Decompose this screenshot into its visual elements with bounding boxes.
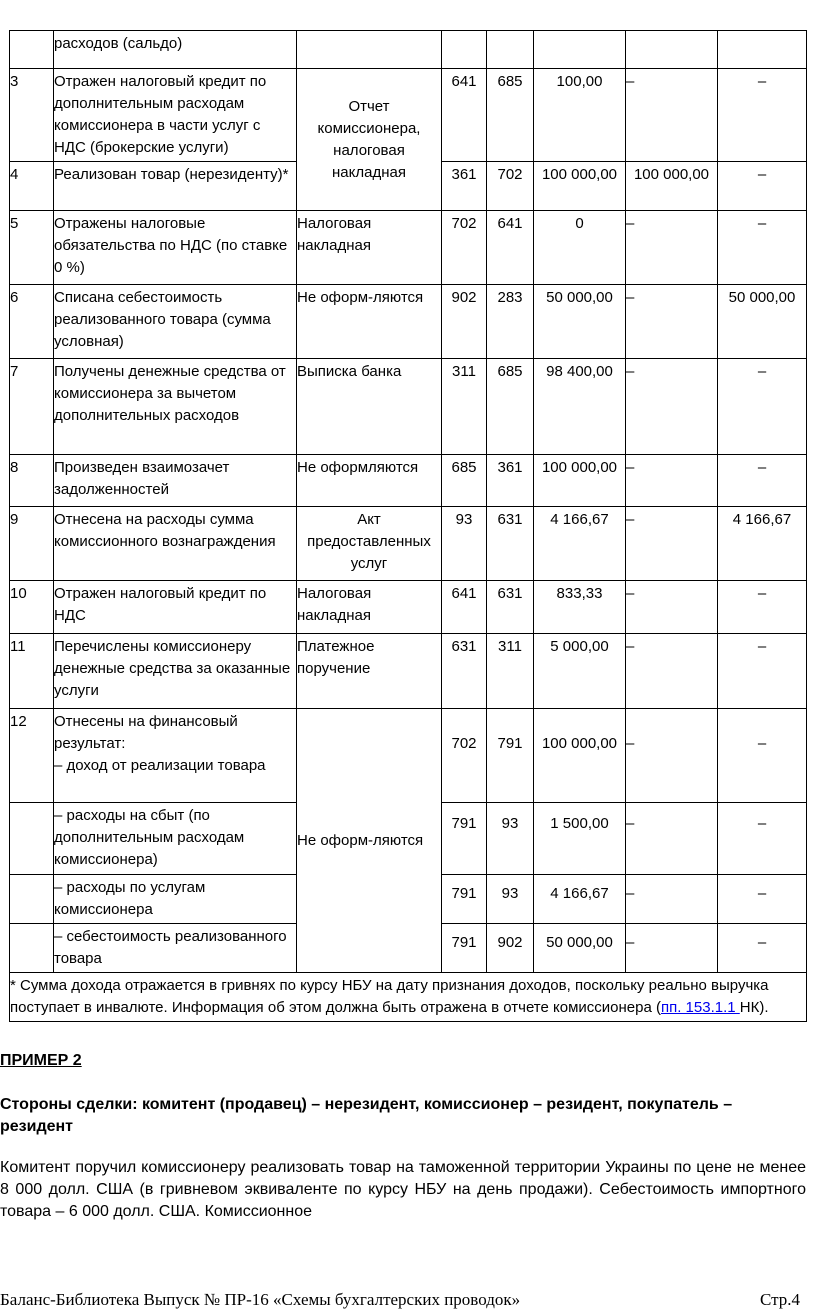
income-amount: – bbox=[626, 455, 718, 507]
credit-account: 902 bbox=[487, 924, 534, 973]
amount: 833,33 bbox=[534, 581, 626, 634]
debit-account: 702 bbox=[442, 211, 487, 285]
expense-amount: – bbox=[718, 162, 807, 211]
credit-account: 685 bbox=[487, 69, 534, 162]
table-row bbox=[10, 285, 807, 359]
debit-account: 361 bbox=[442, 162, 487, 211]
tax-code-link[interactable]: пп. 153.1.1 bbox=[660, 999, 740, 1016]
income-amount: – bbox=[626, 581, 718, 634]
debit-account bbox=[442, 31, 487, 69]
debit-account: 791 bbox=[442, 803, 487, 875]
income-amount: – bbox=[626, 709, 718, 803]
document-cell: Не оформ-ляются bbox=[297, 285, 442, 359]
table-row bbox=[10, 709, 807, 803]
row-number: 10 bbox=[10, 581, 54, 634]
row-number: 11 bbox=[10, 634, 54, 709]
table-row bbox=[10, 455, 807, 507]
income-amount: – bbox=[626, 359, 718, 455]
debit-account: 93 bbox=[442, 507, 487, 581]
row-number bbox=[10, 31, 54, 69]
income-amount: – bbox=[626, 803, 718, 875]
table-row bbox=[10, 31, 807, 69]
amount: 100,00 bbox=[534, 69, 626, 162]
expense-amount: – bbox=[718, 581, 807, 634]
row-number bbox=[10, 803, 54, 875]
credit-account: 685 bbox=[487, 359, 534, 455]
expense-amount: – bbox=[718, 803, 807, 875]
income-amount bbox=[626, 31, 718, 69]
amount: 50 000,00 bbox=[534, 285, 626, 359]
table-row bbox=[10, 211, 807, 285]
operation-description: – расходы по услугам комиссионера bbox=[54, 875, 297, 924]
expense-amount: – bbox=[718, 634, 807, 709]
row-number: 8 bbox=[10, 455, 54, 507]
footnote bbox=[10, 973, 807, 1022]
credit-account: 93 bbox=[487, 875, 534, 924]
income-amount: – bbox=[626, 875, 718, 924]
expense-amount: 50 000,00 bbox=[718, 285, 807, 359]
footnote-row bbox=[10, 973, 807, 1022]
row-number: 12 bbox=[10, 709, 54, 803]
operation-description: – расходы на сбыт (по дополнительным расходам комиссионера) bbox=[54, 803, 297, 875]
footnote-text: * Сумма дохода отражается в гривнях по курсу НБУ на дату признания доходов, поскольку реально выручка поступает в инвалюте. Информация об этом должна быть отражена в отчете комиссионера ( bbox=[10, 977, 769, 1016]
operation-description: Списана себестоимость реализованного товара (сумма условная) bbox=[54, 285, 297, 359]
table-row bbox=[10, 581, 807, 634]
debit-account: 791 bbox=[442, 924, 487, 973]
expense-amount bbox=[718, 31, 807, 69]
row-number: 7 bbox=[10, 359, 54, 455]
document-cell: Выписка банка bbox=[297, 359, 442, 455]
debit-account: 791 bbox=[442, 875, 487, 924]
row-number bbox=[10, 924, 54, 973]
operation-description: Реализован товар (нерезиденту)* bbox=[54, 162, 297, 211]
row-number: 9 bbox=[10, 507, 54, 581]
credit-account: 93 bbox=[487, 803, 534, 875]
expense-amount: 4 166,67 bbox=[718, 507, 807, 581]
income-amount: – bbox=[626, 507, 718, 581]
amount: 100 000,00 bbox=[534, 709, 626, 803]
expense-amount: – bbox=[718, 709, 807, 803]
expense-amount: – bbox=[718, 69, 807, 162]
operation-description: – себестоимость реализованного товара bbox=[54, 924, 297, 973]
debit-account: 631 bbox=[442, 634, 487, 709]
credit-account: 631 bbox=[487, 581, 534, 634]
operation-description: Отражен налоговый кредит по дополнительным расходам комиссионера в части услуг с НДС (брокерские услуги) bbox=[54, 69, 297, 162]
document-cell: Налоговая накладная bbox=[297, 211, 442, 285]
income-amount: 100 000,00 bbox=[626, 162, 718, 211]
expense-amount: – bbox=[718, 455, 807, 507]
document-cell: Отчет комиссионера, налоговая накладная bbox=[297, 69, 442, 211]
operation-description: Отражен налоговый кредит по НДС bbox=[54, 581, 297, 634]
operation-description: Произведен взаимозачет задолженностей bbox=[54, 455, 297, 507]
footer-title: Баланс-Библиотека Выпуск № ПР-16 «Схемы бухгалтерских проводок» bbox=[0, 1290, 521, 1309]
ledger-table bbox=[9, 30, 807, 1022]
credit-account: 702 bbox=[487, 162, 534, 211]
debit-account: 641 bbox=[442, 581, 487, 634]
table-row bbox=[10, 634, 807, 709]
example-heading: ПРИМЕР 2 bbox=[0, 1052, 82, 1069]
debit-account: 902 bbox=[442, 285, 487, 359]
expense-amount: – bbox=[718, 875, 807, 924]
document-cell: Не оформ-ляются bbox=[297, 709, 442, 973]
operation-description: Отнесена на расходы сумма комиссионного вознаграждения bbox=[54, 507, 297, 581]
amount: 5 000,00 bbox=[534, 634, 626, 709]
footnote-end: НК). bbox=[739, 999, 769, 1016]
credit-account bbox=[487, 31, 534, 69]
income-amount: – bbox=[626, 285, 718, 359]
operation-description: расходов (сальдо) bbox=[54, 31, 297, 69]
document-cell: Налоговая накладная bbox=[297, 581, 442, 634]
amount: 0 bbox=[534, 211, 626, 285]
row-number: 6 bbox=[10, 285, 54, 359]
expense-amount: – bbox=[718, 359, 807, 455]
expense-amount: – bbox=[718, 924, 807, 973]
amount: 50 000,00 bbox=[534, 924, 626, 973]
document-cell: Платежное поручение bbox=[297, 634, 442, 709]
table-row bbox=[10, 69, 807, 162]
row-number: 3 bbox=[10, 69, 54, 162]
credit-account: 791 bbox=[487, 709, 534, 803]
debit-account: 641 bbox=[442, 69, 487, 162]
page-footer bbox=[0, 1290, 800, 1310]
operation-description: Отнесены на финансовый результат: – доход от реализации товара bbox=[54, 709, 297, 803]
amount: 98 400,00 bbox=[534, 359, 626, 455]
amount: 1 500,00 bbox=[534, 803, 626, 875]
expense-amount: – bbox=[718, 211, 807, 285]
table-row bbox=[10, 359, 807, 455]
amount: 100 000,00 bbox=[534, 455, 626, 507]
credit-account: 283 bbox=[487, 285, 534, 359]
page-number: Стр.4 bbox=[759, 1290, 800, 1309]
credit-account: 361 bbox=[487, 455, 534, 507]
credit-account: 641 bbox=[487, 211, 534, 285]
amount: 100 000,00 bbox=[534, 162, 626, 211]
credit-account: 631 bbox=[487, 507, 534, 581]
row-number bbox=[10, 875, 54, 924]
amount bbox=[534, 31, 626, 69]
document-cell: Не оформляются bbox=[297, 455, 442, 507]
debit-account: 685 bbox=[442, 455, 487, 507]
deal-parties: Стороны сделки: комитент (продавец) – нерезидент, комиссионер – резидент, покупатель – резидент bbox=[0, 1096, 733, 1135]
income-amount: – bbox=[626, 69, 718, 162]
row-number: 4 bbox=[10, 162, 54, 211]
credit-account: 311 bbox=[487, 634, 534, 709]
debit-account: 311 bbox=[442, 359, 487, 455]
amount: 4 166,67 bbox=[534, 875, 626, 924]
debit-account: 702 bbox=[442, 709, 487, 803]
example-paragraph: Комитент поручил комиссионеру реализовать товар на таможенной территории Украины по цене не менее 8 000 долл. США (в гривневом эквиваленте по курсу НБУ на день продажи). Себестоимость импортного товара – 6 000 долл. США. Комиссионное bbox=[0, 1159, 806, 1220]
operation-description: Отражены налоговые обязательства по НДС (по ставке 0 %) bbox=[54, 211, 297, 285]
amount: 4 166,67 bbox=[534, 507, 626, 581]
operation-description: Получены денежные средства от комиссионера за вычетом дополнительных расходов bbox=[54, 359, 297, 455]
income-amount: – bbox=[626, 211, 718, 285]
operation-description: Перечислены комиссионеру денежные средства за оказанные услуги bbox=[54, 634, 297, 709]
document-cell bbox=[297, 31, 442, 69]
table-row bbox=[10, 507, 807, 581]
row-number: 5 bbox=[10, 211, 54, 285]
document-cell: Акт предоставленных услуг bbox=[297, 507, 442, 581]
income-amount: – bbox=[626, 634, 718, 709]
income-amount: – bbox=[626, 924, 718, 973]
